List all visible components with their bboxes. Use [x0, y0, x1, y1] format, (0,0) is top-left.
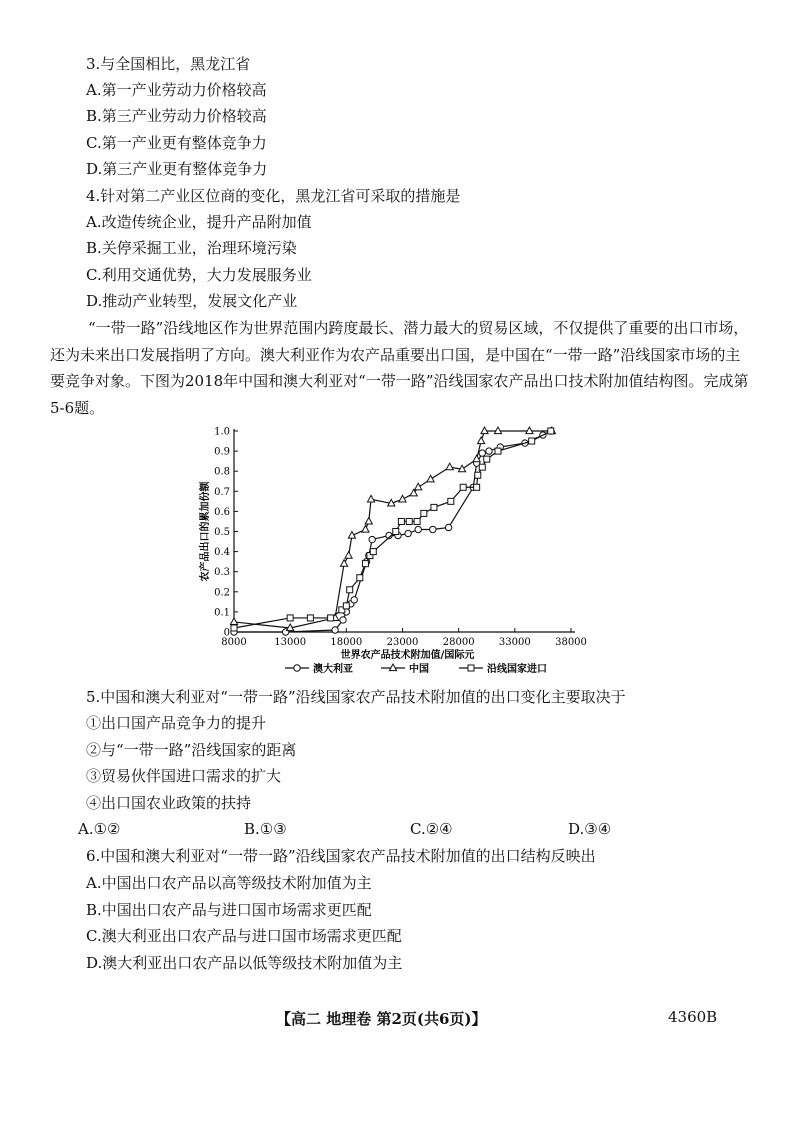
q5-option-b: B.①③: [244, 820, 287, 838]
data-point-square: [370, 549, 376, 555]
data-point-square: [357, 575, 363, 581]
y-tick-label: 0.1: [214, 607, 230, 619]
data-point-triangle: [340, 560, 347, 567]
legend-label: 澳大利亚: [313, 664, 353, 675]
data-point-square: [529, 438, 535, 444]
data-point-circle: [405, 530, 411, 536]
q4-option-d: D.推动产业转型，发展文化产业: [86, 292, 298, 310]
data-point-square: [347, 587, 353, 593]
data-point-circle: [369, 536, 375, 542]
data-point-triangle: [446, 463, 453, 470]
data-point-circle: [445, 524, 451, 530]
data-point-square: [479, 464, 485, 470]
data-point-triangle: [481, 427, 488, 434]
cumulative-share-chart: [195, 425, 605, 685]
q6-option-a: A.中国出口农产品以高等级技术附加值为主: [86, 874, 372, 892]
data-point-square: [475, 472, 481, 478]
q6-stem: 6.中国和澳大利亚对“一带一路”沿线国家农产品技术附加值的出口结构反映出: [86, 847, 596, 865]
y-axis-label: 农产品出口的累加份额: [200, 481, 211, 582]
q6-option-d: D.澳大利亚出口农产品以低等级技术附加值为主: [86, 954, 403, 972]
x-tick-label: 23000: [386, 637, 419, 648]
legend-label: 中国: [409, 664, 429, 675]
data-point-circle: [486, 448, 492, 454]
data-point-square: [343, 603, 349, 609]
data-point-square: [328, 615, 334, 621]
legend-marker-circle: [294, 665, 300, 671]
data-point-triangle: [230, 618, 237, 625]
y-tick-label: 0: [223, 627, 230, 639]
q5-option-d: D.③④: [568, 820, 612, 838]
intro-paragraph: “一带一路”沿线地区作为世界范围内跨度最长、潜力最大的贸易区域，不仅提供了重要的出口市场，还为未来出口发展指明了方向。澳大利亚作为农产品重要出口国，是中国在“一带一路”沿线国家市场的主要竞争对象。下图为2018年中国和澳大利亚对“一带一路”沿线国家农产品出口技术附加值结构图。完成第5-6题。: [50, 319, 749, 417]
q6-option-c: C.澳大利亚出口农产品与进口国市场需求更匹配: [86, 927, 402, 945]
data-point-square: [431, 504, 437, 510]
y-tick-label: 0.2: [214, 587, 230, 599]
data-point-square: [448, 498, 454, 504]
q3-option-b: B.第三产业劳动力价格较高: [86, 107, 267, 125]
q5-stem: 5.中国和澳大利亚对“一带一路”沿线国家农产品技术附加值的出口变化主要取决于: [86, 688, 626, 706]
data-point-circle: [340, 617, 346, 623]
q3-option-c: C.第一产业更有整体竞争力: [86, 134, 267, 152]
data-point-triangle: [415, 483, 422, 490]
page-footer: 【高二 地理卷 第2页(共6页)】: [276, 1010, 487, 1028]
y-tick-label: 0.5: [214, 527, 230, 538]
x-tick-label: 8000: [221, 637, 247, 648]
data-point-circle: [415, 526, 421, 532]
x-tick-label: 18000: [330, 637, 363, 648]
data-point-square: [495, 448, 501, 454]
data-point-circle: [479, 450, 485, 456]
x-axis-label: 世界农产品技术附加值/国际元: [340, 650, 475, 661]
data-point-square: [406, 518, 412, 524]
x-tick-label: 38000: [555, 637, 587, 648]
y-tick-label: 0.3: [214, 567, 230, 579]
q5-item-3: ③贸易伙伴国进口需求的扩大: [86, 767, 282, 785]
data-point-square: [421, 510, 427, 516]
q3-stem: 3.与全国相比，黑龙江省: [86, 55, 251, 73]
q5-option-a: A.①②: [78, 820, 121, 838]
q5-item-4: ④出口国农业政策的扶持: [86, 794, 252, 812]
data-point-triangle: [362, 525, 369, 532]
q5-options: [78, 820, 678, 840]
y-tick-label: 0.4: [214, 547, 230, 559]
data-point-square: [460, 484, 466, 490]
data-point-square: [393, 529, 399, 535]
y-tick-label: 1.0: [214, 426, 230, 438]
legend-marker-square: [468, 665, 474, 671]
data-point-square: [548, 428, 554, 434]
x-tick-label: 28000: [442, 637, 475, 648]
data-point-circle: [332, 627, 338, 633]
x-tick-label: 33000: [498, 637, 531, 648]
q4-option-a: A.改造传统企业，提升产品附加值: [86, 213, 312, 231]
data-point-square: [287, 615, 293, 621]
legend-label: 沿线国家进口: [487, 664, 547, 675]
x-tick-label: 13000: [274, 637, 307, 648]
data-point-square: [231, 625, 237, 631]
y-tick-label: 0.8: [214, 466, 230, 478]
q4-option-b: B.关停采掘工业，治理环境污染: [86, 239, 297, 257]
data-point-square: [362, 561, 368, 567]
data-point-square: [474, 484, 480, 490]
q6-option-b: B.中国出口农产品与进口国市场需求更匹配: [86, 901, 372, 919]
data-point-square: [414, 518, 420, 524]
data-point-triangle: [345, 552, 352, 559]
q5-item-1: ①出口国产品竞争力的提升: [86, 714, 267, 732]
q5-option-c: C.②④: [410, 820, 453, 838]
legend-marker-triangle: [389, 664, 396, 671]
q3-option-d: D.第三产业更有整体竞争力: [86, 160, 268, 178]
y-tick-label: 0.7: [214, 486, 230, 498]
y-tick-label: 0.9: [214, 446, 230, 458]
q4-option-c: C.利用交通优势，大力发展服务业: [86, 266, 312, 284]
data-point-triangle: [526, 427, 533, 434]
q4-stem: 4.针对第二产业区位商的变化，黑龙江省可采取的措施是: [86, 187, 461, 205]
data-point-circle: [351, 597, 357, 603]
data-point-triangle: [367, 495, 374, 502]
q5-item-2: ②与“一带一路”沿线国家的距离: [86, 741, 297, 759]
data-point-square: [484, 456, 490, 462]
y-tick-label: 0.6: [214, 506, 230, 518]
data-point-triangle: [365, 517, 372, 524]
data-point-square: [398, 518, 404, 524]
q3-option-a: A.第一产业劳动力价格较高: [86, 81, 267, 99]
data-point-circle: [430, 526, 436, 532]
paper-code: 4360B: [668, 1008, 718, 1026]
data-point-square: [307, 615, 313, 621]
data-point-triangle: [494, 427, 501, 434]
data-point-triangle: [427, 475, 434, 482]
data-point-triangle: [478, 437, 485, 444]
